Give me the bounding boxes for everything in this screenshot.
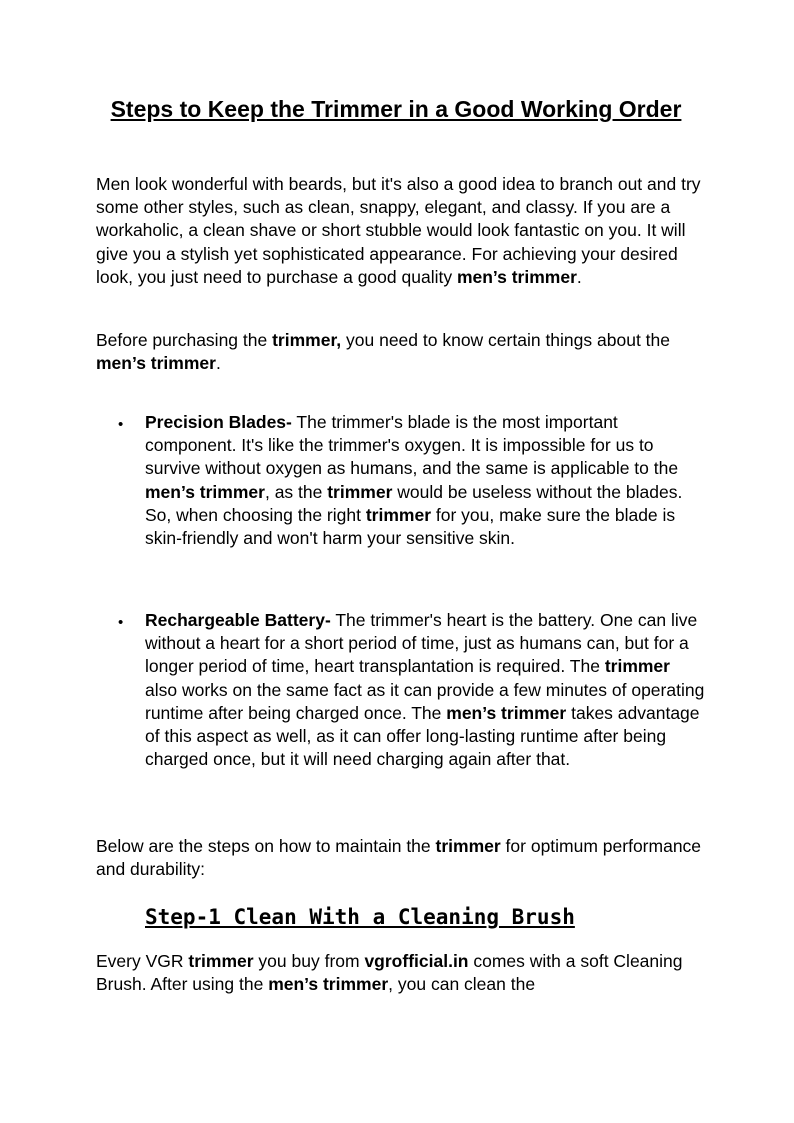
step-1-bold-mens-trimmer: men’s trimmer xyxy=(268,974,389,995)
below-paragraph xyxy=(96,835,706,881)
bullet-text: would be useless without the blades. So, when choosing the right xyxy=(145,481,683,525)
step-1-heading: Step-1 Clean With a Cleaning Brush xyxy=(145,905,575,929)
bullet-bold-term: trimmer xyxy=(604,656,670,677)
bullet-rechargeable-battery xyxy=(145,609,705,771)
before-paragraph xyxy=(96,329,706,375)
below-text-2: for optimum performance and durability: xyxy=(96,836,702,880)
page-title: Steps to Keep the Trimmer in a Good Working Order xyxy=(110,96,682,122)
bullet-text: The trimmer's blade is the most important component. It's like the trimmer's oxygen. It is impossible for us to survive without oxygen as humans, and the same is applicable to the xyxy=(145,412,679,479)
step-1-text: comes with a soft Cleaning Brush. After using the xyxy=(96,951,683,995)
bullet-bold-term: trimmer xyxy=(327,481,393,502)
bullet-marker: • xyxy=(118,614,124,631)
step-1-paragraph xyxy=(96,950,706,996)
bullet-text: , as the xyxy=(264,481,328,502)
intro-paragraph xyxy=(96,173,706,289)
step-1-text: , you can clean the xyxy=(388,974,536,995)
below-text-1: Below are the steps on how to maintain the xyxy=(96,836,436,856)
before-bold-mens-trimmer: men’s trimmer xyxy=(96,353,216,374)
bullet-text: takes advantage of this aspect as well, as it can offer long-lasting runtime after being charged once, but it will need charging again after that. xyxy=(145,702,700,770)
before-text-3: . xyxy=(215,353,221,374)
bullet-bold-term: men’s trimmer xyxy=(446,702,567,723)
below-bold-trimmer: trimmer xyxy=(435,836,501,856)
bullet-text: The trimmer's heart is the battery. One can live without a heart for a short period of time, just as humans can, but for a longer period of time, heart transplantation is required. The xyxy=(145,610,698,677)
bullet-bold-term: men’s trimmer xyxy=(145,481,265,502)
before-text-2: you need to know certain things about the xyxy=(341,330,670,350)
step-1-bold-trimmer: trimmer xyxy=(188,951,254,971)
step-1-text: you buy from xyxy=(253,951,365,971)
intro-bold-mens-trimmer: men’s trimmer xyxy=(456,266,577,287)
bullet-precision-blades xyxy=(145,411,705,550)
bullet-marker: • xyxy=(118,416,124,433)
bullet-bold-term: trimmer xyxy=(365,504,432,525)
intro-text-1: Men look wonderful with beards, but it's also a good idea to branch out and try some other styles, such as clean, snappy, elegant, and classy. If you are a workaholic, a clean shave or short stubble would look fantastic on you. It will give you a stylish yet sophisticated appearance. For achieving your desired look, you just need to purchase a good quality xyxy=(96,174,701,287)
intro-text-2: . xyxy=(576,266,582,287)
bullet-text: also works on the same fact as it can provide a few minutes of operating runtime after being charged once. The xyxy=(145,679,705,723)
bullet-heading: Rechargeable Battery- xyxy=(145,610,331,630)
bullet-heading: Precision Blades- xyxy=(145,412,292,432)
step-1-bold-site: vgrofficial.in xyxy=(364,951,469,971)
bullet-text: for you, make sure the blade is skin-friendly and won't harm your sensitive skin. xyxy=(145,504,676,549)
before-text-1: Before purchasing the xyxy=(96,330,273,350)
before-bold-trimmer: trimmer, xyxy=(272,330,342,350)
step-1-text: Every VGR xyxy=(96,951,189,971)
